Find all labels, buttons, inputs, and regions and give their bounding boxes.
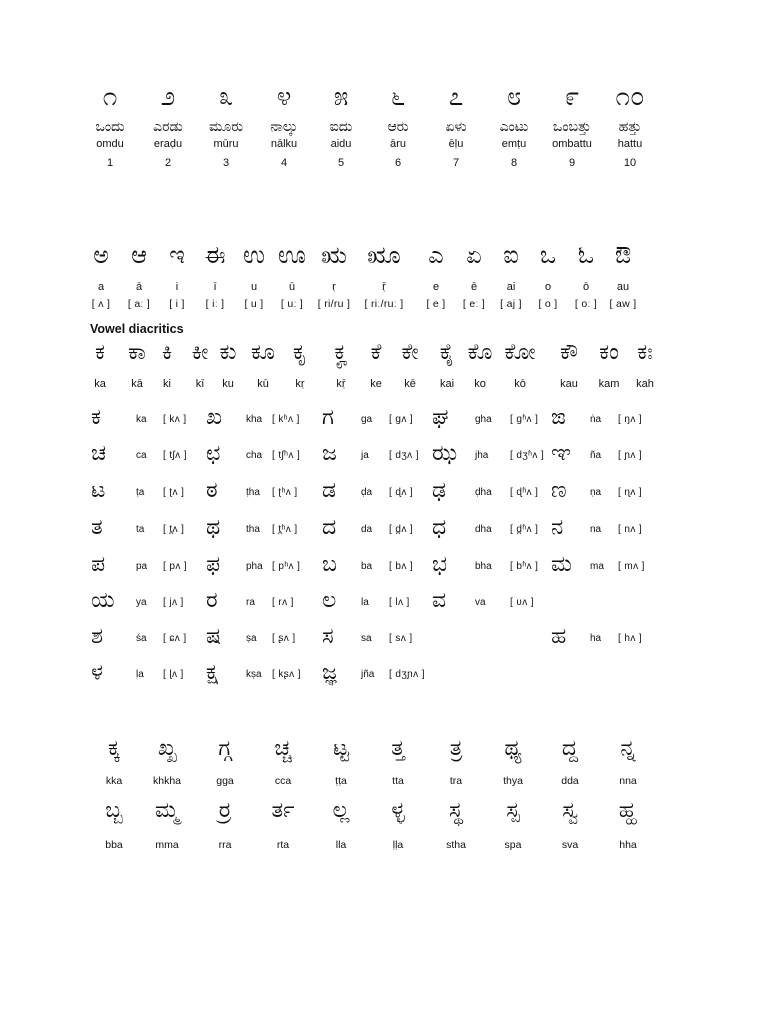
consonant-glyph: ರ (206, 588, 218, 613)
diacritic-translit: kā (131, 378, 143, 390)
consonant-ipa: [ t̪ʌ ] (163, 524, 185, 535)
cluster-glyph: ಸ್ಥ (449, 798, 463, 823)
cluster-translit: dda (561, 775, 579, 787)
consonant-ipa: [ mʌ ] (618, 561, 645, 572)
vowel-translit: ṝ (382, 281, 386, 293)
diacritic-translit: ka (94, 378, 106, 390)
cluster-translit: ḷḷa (392, 839, 404, 851)
vowel-translit: a (97, 281, 105, 293)
consonant-glyph: ತ (91, 515, 103, 540)
diacritic-glyph: ಕೋ (504, 340, 536, 365)
consonant-ipa: [ dʒɲʌ ] (389, 669, 425, 680)
section-heading-vowel-diacritics: Vowel diacritics (90, 322, 184, 336)
cluster-translit: gga (216, 775, 234, 787)
consonant-translit: bha (475, 561, 492, 572)
vowel-glyph: ಏ (466, 241, 482, 269)
cluster-translit: tra (449, 775, 463, 787)
diacritic-translit: kah (636, 378, 654, 390)
consonant-glyph: ಧ (432, 515, 447, 540)
numeral-translit: hattu (617, 138, 643, 150)
vowel-translit: au (616, 281, 630, 293)
vowel-translit: ā (135, 281, 143, 293)
vowel-translit: ī (213, 281, 217, 293)
vowel-translit: u (250, 281, 258, 293)
consonant-glyph: ಜ (322, 441, 337, 466)
vowel-glyph: ಆ (131, 241, 147, 269)
consonant-glyph: ಕ (91, 405, 101, 430)
consonant-translit: va (475, 597, 486, 608)
diacritic-glyph: ಕೂ (251, 340, 275, 365)
vowel-ipa: [ aj ] (500, 298, 522, 310)
numeral-digit: 1 (106, 157, 114, 169)
diacritic-glyph: ಕೈ (439, 340, 455, 365)
diacritic-translit: kī (195, 378, 205, 390)
numeral-translit: āru (390, 138, 406, 150)
consonant-translit: ḍa (361, 487, 373, 498)
numeral-digit: 10 (623, 157, 637, 169)
vowel-glyph: ಇ (169, 241, 185, 269)
vowel-glyph: ಉ (242, 241, 266, 269)
consonant-glyph: ಚ (91, 441, 107, 466)
consonant-ipa: [ tʃʰʌ ] (272, 450, 301, 461)
cluster-glyph: ಕ್ಕ (108, 736, 120, 761)
cluster-translit: thya (503, 775, 523, 787)
cluster-translit: rra (218, 839, 232, 851)
numeral-translit: nālku (270, 138, 298, 150)
cluster-translit: nna (619, 775, 637, 787)
numeral-translit: aidu (330, 138, 352, 150)
vowel-ipa: [ oː ] (574, 298, 598, 310)
numeral-translit: omdu (96, 138, 124, 150)
numeral-word: ಏಳು (445, 119, 467, 135)
diacritic-translit: kam (598, 378, 620, 390)
numeral-translit: eraḍu (153, 138, 183, 150)
cluster-translit: khkha (152, 775, 182, 787)
numeral-word: ಒಂದು (95, 119, 125, 135)
diacritic-translit: kū (257, 378, 269, 390)
consonant-ipa: [ sʌ ] (389, 633, 413, 644)
consonant-ipa: [ bʱʌ ] (510, 561, 539, 572)
vowel-ipa: [ aː ] (127, 298, 151, 310)
consonant-glyph: ಫ (206, 552, 221, 577)
consonant-translit: ha (590, 633, 602, 644)
consonant-glyph: ಜ್ಞ (322, 660, 337, 685)
diacritic-glyph: ಕೆ (370, 340, 382, 365)
cluster-glyph: ಟ್ಟ (333, 736, 349, 761)
vowel-ipa: [ eː ] (462, 298, 486, 310)
consonant-ipa: [ d̪ʱʌ ] (510, 524, 539, 535)
vowel-glyph: ೠ (367, 241, 401, 269)
numeral-glyph: ೧ (102, 82, 118, 112)
diacritic-glyph: ಕೄ (334, 340, 348, 365)
numeral-word: ಹತ್ತು (618, 119, 642, 135)
consonant-ipa: [ tʃʌ ] (163, 450, 187, 461)
consonant-ipa: [ kʌ ] (163, 414, 187, 425)
consonant-glyph: ಢ (432, 478, 447, 503)
cluster-glyph: ಥ್ಯ (504, 736, 522, 761)
vowel-translit: ṛ (332, 281, 336, 293)
consonant-translit: ma (590, 561, 604, 572)
numeral-word: ಎಂಟು (499, 119, 529, 135)
cluster-glyph: ಹ್ಹ (618, 798, 638, 823)
consonant-translit: kha (246, 414, 263, 425)
consonant-translit: dha (475, 524, 492, 535)
consonant-glyph: ಣ (551, 478, 567, 503)
consonant-glyph: ಹ (551, 624, 567, 649)
numeral-translit: ombattu (552, 138, 592, 150)
consonant-translit: ra (246, 597, 255, 608)
consonant-translit: ṇa (590, 487, 602, 498)
cluster-translit: ṭṭa (335, 775, 347, 787)
consonant-ipa: [ gʌ ] (389, 414, 414, 425)
consonant-ipa: [ dʒʌ ] (389, 450, 419, 461)
numeral-word: ನಾಲ್ಕು (270, 119, 298, 135)
diacritic-translit: ki (163, 378, 171, 390)
vowel-translit: ai (506, 281, 516, 293)
cluster-glyph: ರ್ರ (218, 798, 232, 823)
consonant-ipa: [ t̪ʰʌ ] (272, 524, 298, 535)
consonant-translit: gha (475, 414, 492, 425)
cluster-glyph: ಗ್ಗ (218, 736, 232, 761)
numeral-digit: 8 (510, 157, 518, 169)
diacritic-glyph: ಕೊ (467, 340, 493, 365)
consonant-translit: śa (136, 633, 147, 644)
consonant-glyph: ಳ (91, 660, 103, 685)
consonant-translit: sa (361, 633, 372, 644)
consonant-glyph: ದ (322, 515, 337, 540)
numeral-glyph: ೯ (564, 82, 580, 112)
consonant-glyph: ಕ್ಷ (206, 660, 218, 685)
consonant-glyph: ಮ (551, 552, 572, 577)
vowel-ipa: [ riː/ruː ] (364, 298, 404, 310)
consonant-ipa: [ jʌ ] (163, 597, 184, 608)
consonant-ipa: [ ɭʌ ] (163, 669, 184, 680)
consonant-translit: ṣa (246, 633, 257, 644)
vowel-ipa: [ i ] (169, 298, 185, 310)
vowel-glyph: ಔ (614, 241, 632, 269)
consonant-ipa: [ pʰʌ ] (272, 561, 301, 572)
consonant-glyph: ಯ (91, 588, 115, 613)
consonant-translit: ca (136, 450, 147, 461)
vowel-glyph: ಋ (321, 241, 347, 269)
cluster-translit: cca (274, 775, 292, 787)
consonant-glyph: ಘ (432, 405, 449, 430)
numeral-word: ಆರು (387, 119, 409, 135)
diacritic-translit: kē (404, 378, 416, 390)
diacritic-glyph: ಕಿ (161, 340, 173, 365)
vowel-glyph: ಎ (428, 241, 444, 269)
numeral-glyph: ೫ (333, 82, 349, 112)
cluster-glyph: ಮ್ಮ (155, 798, 179, 823)
cluster-glyph: ಲ್ಲ (332, 798, 350, 823)
consonant-translit: ya (136, 597, 147, 608)
diacritic-translit: ke (370, 378, 382, 390)
numeral-digit: 7 (452, 157, 460, 169)
numeral-translit: ēḷu (448, 138, 464, 150)
consonant-glyph: ಟ (91, 478, 106, 503)
consonant-ipa: [ rʌ ] (272, 597, 294, 608)
consonant-ipa: [ hʌ ] (618, 633, 643, 644)
numeral-digit: 6 (394, 157, 402, 169)
consonant-glyph: ಲ (322, 588, 337, 613)
consonant-glyph: ಷ (206, 624, 221, 649)
vowel-ipa: [ ʌ ] (91, 298, 111, 310)
cluster-glyph: ಸ್ವ (562, 798, 578, 823)
consonant-translit: cha (246, 450, 263, 461)
consonant-ipa: [ ɖʌ ] (389, 487, 414, 498)
cluster-translit: hha (619, 839, 637, 851)
consonant-translit: ña (590, 450, 602, 461)
vowel-glyph: ಓ (577, 241, 595, 269)
consonant-translit: da (361, 524, 373, 535)
numeral-digit: 5 (337, 157, 345, 169)
consonant-translit: jha (475, 450, 489, 461)
consonant-ipa: [ ʋʌ ] (510, 597, 534, 608)
consonant-ipa: [ ɕʌ ] (163, 633, 187, 644)
vowel-ipa: [ aw ] (609, 298, 637, 310)
cluster-translit: stha (446, 839, 466, 851)
vowel-ipa: [ ri/ru ] (317, 298, 351, 310)
diacritic-glyph: ಕು (219, 340, 237, 365)
consonant-translit: ka (136, 414, 147, 425)
diacritic-translit: kau (560, 378, 578, 390)
consonant-translit: ḍha (475, 487, 492, 498)
diacritic-translit: kō (514, 378, 526, 390)
vowel-translit: o (544, 281, 552, 293)
numeral-digit: 3 (222, 157, 230, 169)
consonant-ipa: [ kʰʌ ] (272, 414, 300, 425)
vowel-translit: e (432, 281, 440, 293)
vowel-translit: i (175, 281, 179, 293)
consonant-glyph: ಬ (322, 552, 337, 577)
consonant-ipa: [ dʒʱʌ ] (510, 450, 545, 461)
diacritic-glyph: ಕಾ (128, 340, 146, 365)
numeral-word: ಒಂಬತ್ತು (552, 119, 592, 135)
numeral-digit: 4 (280, 157, 288, 169)
numeral-glyph: ೪ (276, 82, 292, 112)
consonant-translit: ta (136, 524, 145, 535)
numeral-glyph: ೨ (160, 82, 176, 112)
diacritic-translit: ko (474, 378, 486, 390)
diacritic-glyph: ಕ (95, 340, 105, 365)
consonant-translit: kṣa (246, 669, 262, 680)
cluster-translit: bba (105, 839, 123, 851)
cluster-glyph: ಸ್ಪ (506, 798, 520, 823)
numeral-word: ಮೂರು (208, 119, 244, 135)
cluster-translit: sva (561, 839, 579, 851)
cluster-translit: lla (335, 839, 347, 851)
consonant-glyph: ಭ (432, 552, 448, 577)
consonant-glyph: ಙ (551, 405, 566, 430)
numeral-digit: 9 (568, 157, 576, 169)
vowel-glyph: ಐ (503, 241, 519, 269)
cluster-glyph: ತ್ರ (449, 736, 463, 761)
diacritic-translit: kṛ (295, 378, 305, 390)
consonant-glyph: ನ (551, 515, 564, 540)
consonant-ipa: [ gʱʌ ] (510, 414, 539, 425)
vowel-ipa: [ iː ] (205, 298, 225, 310)
consonant-glyph: ಝ (432, 441, 458, 466)
cluster-glyph: ನ್ನ (620, 736, 636, 761)
numeral-glyph: ೭ (448, 82, 464, 112)
diacritic-glyph: ಕಂ (599, 340, 619, 365)
vowel-translit: ē (470, 281, 478, 293)
diacritic-glyph: ಕಃ (637, 340, 653, 365)
diacritic-glyph: ಕೌ (559, 340, 579, 365)
consonant-ipa: [ ɖʱʌ ] (510, 487, 539, 498)
cluster-translit: spa (504, 839, 522, 851)
consonant-translit: ga (361, 414, 373, 425)
diacritic-glyph: ಕೀ (191, 340, 209, 365)
numeral-glyph: ೧೦ (615, 82, 645, 112)
numeral-word: ಎರಡು (153, 119, 183, 135)
vowel-translit: ū (288, 281, 296, 293)
vowel-glyph: ಅ (93, 241, 109, 269)
consonant-glyph: ಶ (91, 624, 104, 649)
consonant-translit: na (590, 524, 602, 535)
vowel-glyph: ಒ (539, 241, 557, 269)
consonant-translit: jña (361, 669, 375, 680)
consonant-ipa: [ bʌ ] (389, 561, 414, 572)
consonant-glyph: ಛ (206, 441, 221, 466)
consonant-ipa: [ pʌ ] (163, 561, 188, 572)
consonant-translit: ṭha (246, 487, 260, 498)
cluster-translit: kka (105, 775, 123, 787)
cluster-translit: rta (276, 839, 290, 851)
consonant-glyph: ಡ (322, 478, 337, 503)
numeral-translit: mūru (213, 138, 239, 150)
consonant-ipa: [ lʌ ] (389, 597, 410, 608)
vowel-ipa: [ e ] (426, 298, 446, 310)
cluster-glyph: ಚ್ಚ (274, 736, 292, 761)
consonant-ipa: [ ɳʌ ] (618, 487, 643, 498)
vowel-ipa: [ uː ] (280, 298, 304, 310)
consonant-glyph: ಠ (206, 478, 218, 503)
consonant-ipa: [ ŋʌ ] (618, 414, 643, 425)
consonant-glyph: ಖ (206, 405, 223, 430)
consonant-translit: tha (246, 524, 260, 535)
consonant-ipa: [ ʈʰʌ ] (272, 487, 298, 498)
numeral-digit: 2 (164, 157, 172, 169)
consonant-glyph: ಗ (322, 405, 334, 430)
consonant-ipa: [ ʂʌ ] (272, 633, 296, 644)
diacritic-translit: kai (439, 378, 455, 390)
consonant-translit: pa (136, 561, 148, 572)
consonant-ipa: [ nʌ ] (618, 524, 643, 535)
consonant-translit: ṭa (136, 487, 145, 498)
diacritic-glyph: ಕೇ (401, 340, 419, 365)
numeral-glyph: ೮ (506, 82, 522, 112)
vowel-glyph: ಊ (277, 241, 307, 269)
diacritic-glyph: ಕೃ (293, 340, 307, 365)
cluster-glyph: ಬ್ಬ (105, 798, 123, 823)
cluster-glyph: ರ್ತ (271, 798, 295, 823)
consonant-translit: ja (361, 450, 369, 461)
consonant-translit: la (361, 597, 369, 608)
consonant-glyph: ಪ (91, 552, 106, 577)
cluster-glyph: ಳ್ಳ (391, 798, 405, 823)
consonant-translit: ḷa (136, 669, 144, 680)
consonant-glyph: ಸ (322, 624, 334, 649)
diacritic-translit: kṝ (336, 378, 346, 390)
diacritic-translit: ku (222, 378, 234, 390)
numeral-word: ಐದು (329, 119, 353, 135)
vowel-translit: ō (582, 281, 590, 293)
vowel-ipa: [ u ] (244, 298, 264, 310)
consonant-translit: ba (361, 561, 373, 572)
cluster-translit: tta (392, 775, 404, 787)
vowel-ipa: [ o ] (538, 298, 558, 310)
consonant-ipa: [ d̪ʌ ] (389, 524, 414, 535)
consonant-ipa: [ ʈʌ ] (163, 487, 185, 498)
consonant-glyph: ವ (432, 588, 447, 613)
consonant-glyph: ಥ (206, 515, 221, 540)
consonant-glyph: ಞ (551, 441, 572, 466)
consonant-translit: ṅa (590, 414, 602, 425)
numeral-translit: emṭu (501, 138, 527, 150)
consonant-translit: pha (246, 561, 263, 572)
numeral-glyph: ೩ (218, 82, 234, 112)
cluster-glyph: ದ್ದ (561, 736, 579, 761)
cluster-glyph: ಖ್ಖ (157, 736, 177, 761)
consonant-ipa: [ kʂʌ ] (272, 669, 301, 680)
cluster-translit: mma (155, 839, 179, 851)
vowel-glyph: ಈ (204, 241, 226, 269)
numeral-glyph: ೬ (390, 82, 406, 112)
cluster-glyph: ತ್ತ (391, 736, 405, 761)
consonant-ipa: [ ɲʌ ] (618, 450, 643, 461)
